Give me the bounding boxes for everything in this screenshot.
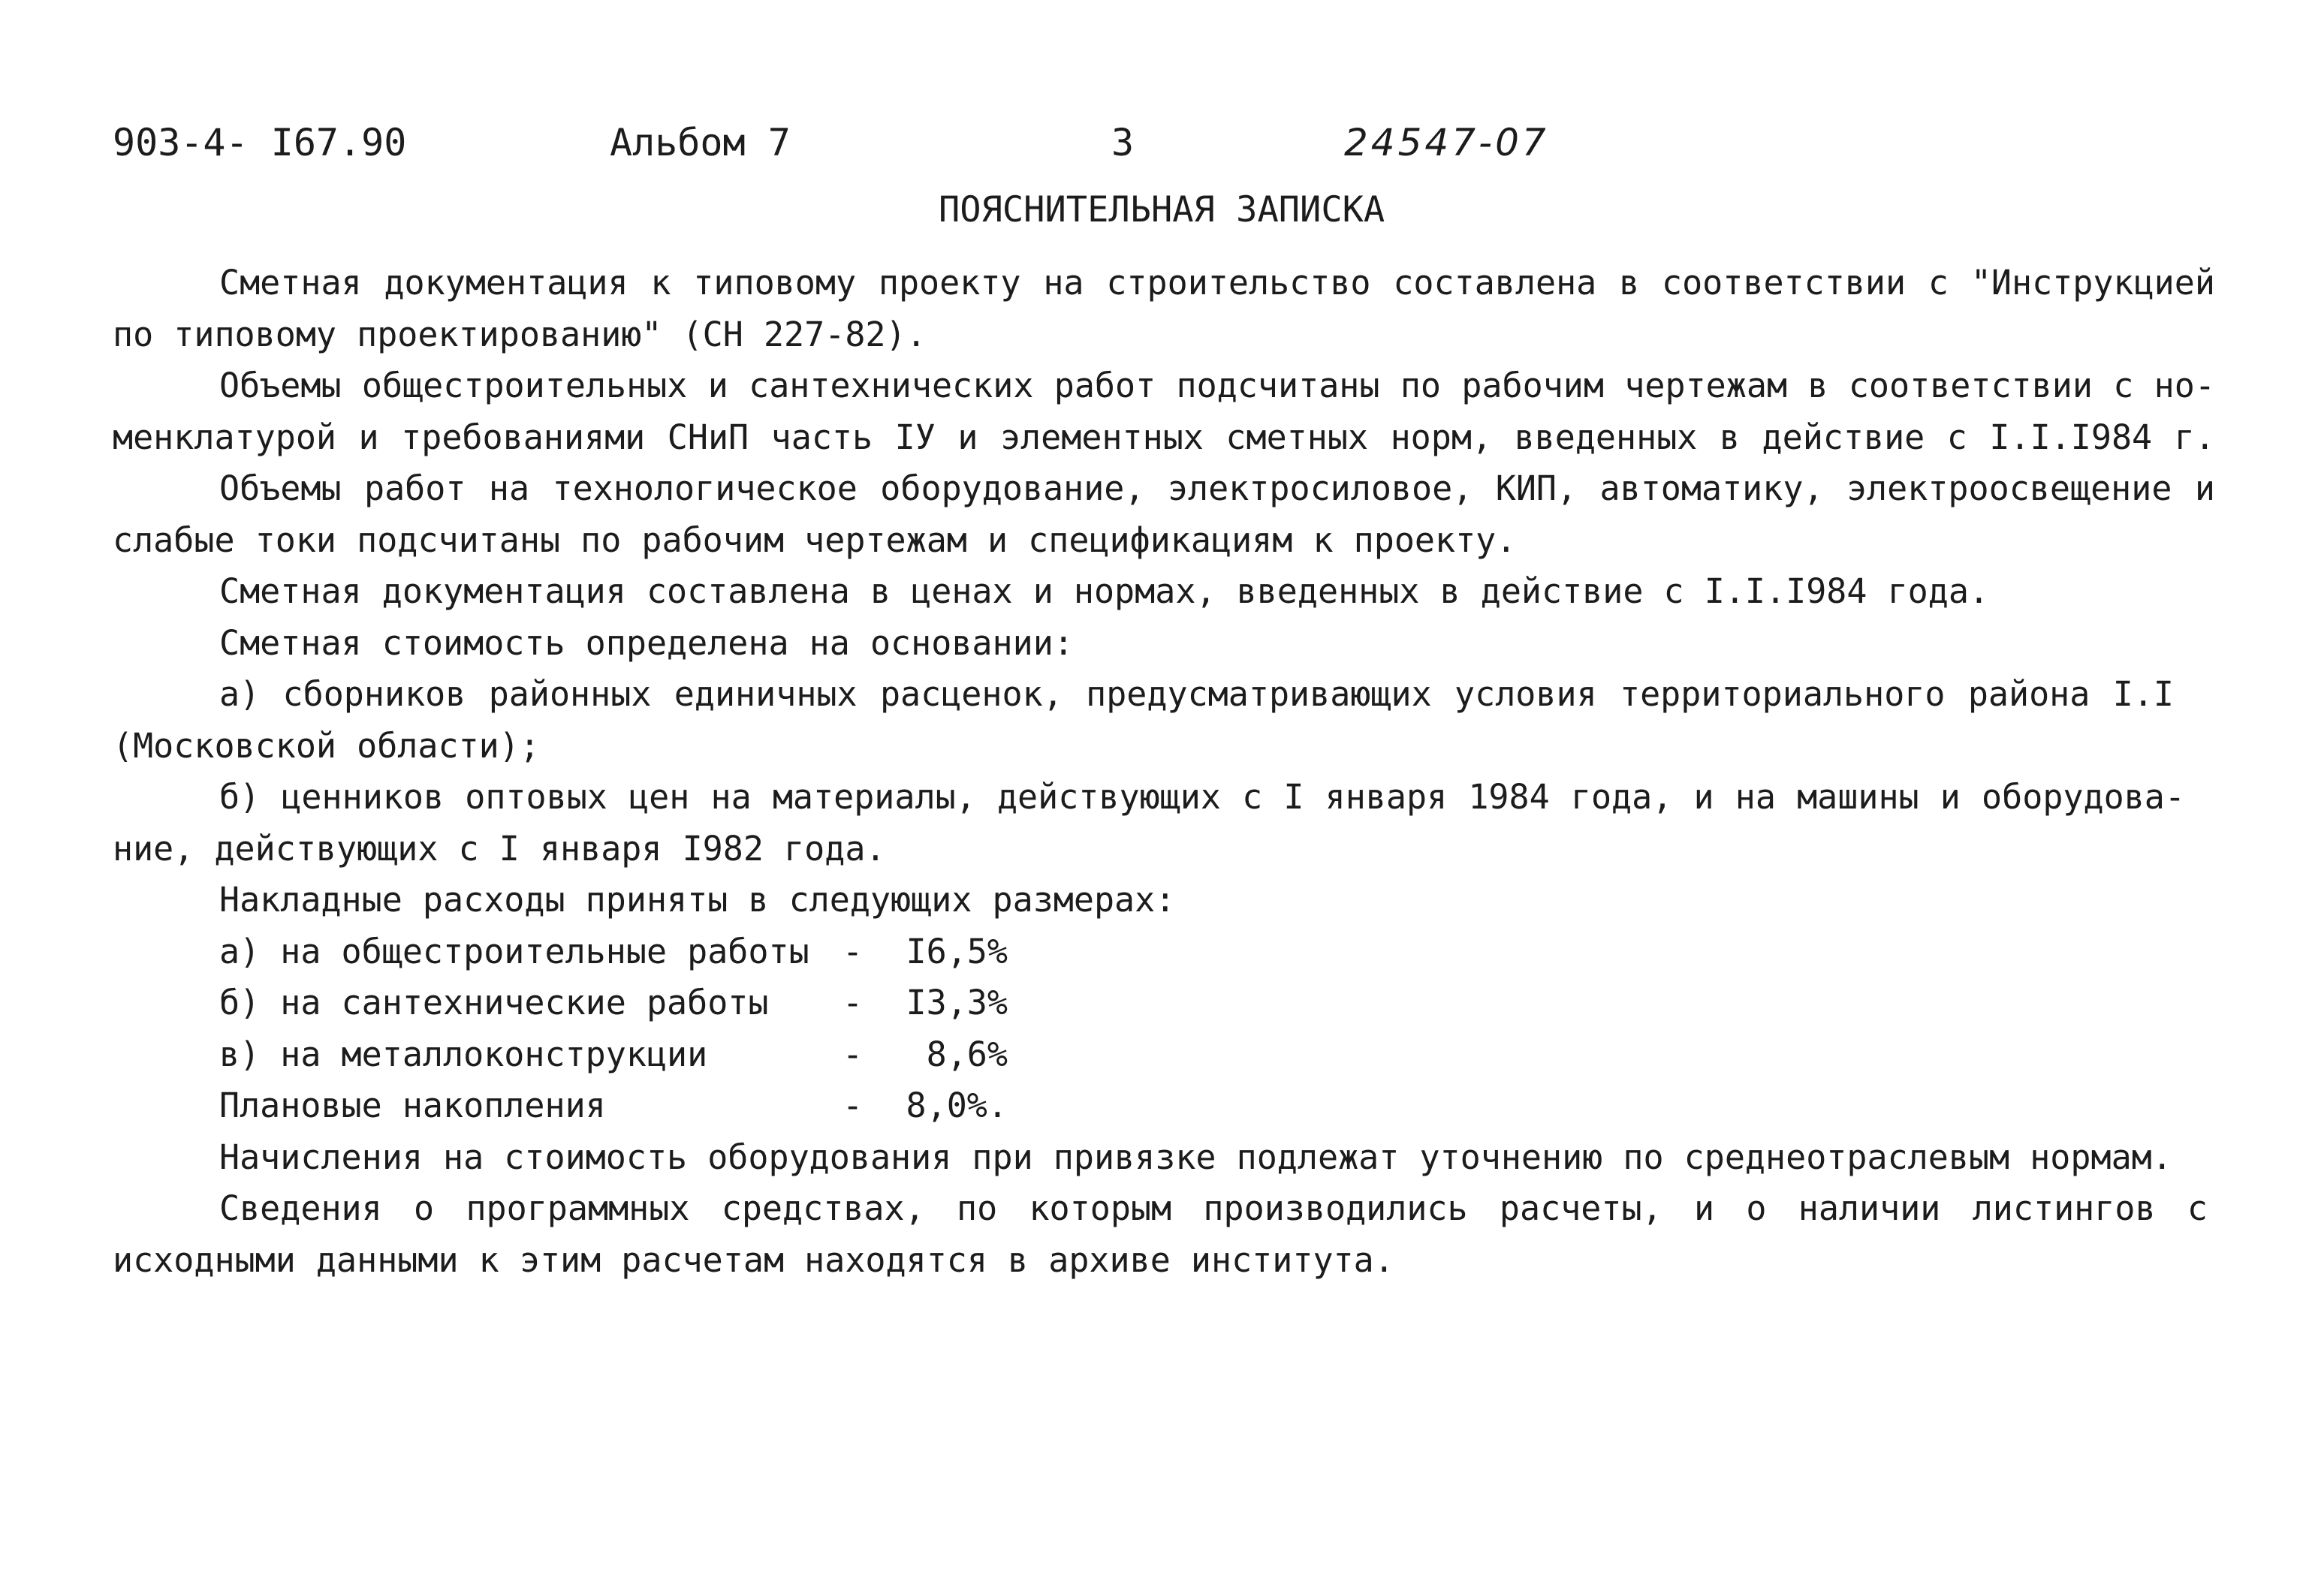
- overhead-dash: -: [843, 1086, 864, 1125]
- word: оборудова-: [1982, 777, 2185, 817]
- justified-line: [219, 772, 2185, 824]
- word: а): [219, 674, 261, 714]
- overhead-label: в) на металлоконструкции: [219, 1034, 708, 1074]
- paragraph-line: [113, 669, 2215, 721]
- word: электросиловое,: [1167, 468, 1473, 508]
- justified-line: [113, 412, 2215, 464]
- word: соответствии: [1848, 366, 2093, 405]
- paragraph-line: Накладные расходы приняты в следующих размерах:: [219, 880, 1176, 920]
- word: технологическое: [552, 468, 858, 508]
- word: по: [1400, 366, 1441, 405]
- word: на: [710, 777, 752, 817]
- word: менклатурой: [113, 417, 337, 457]
- overhead-value: I3,3%: [906, 983, 1008, 1022]
- word: часть: [770, 417, 873, 457]
- word: расчеты,: [1499, 1188, 1662, 1228]
- word: I: [1283, 777, 1304, 817]
- paragraph-line: [113, 412, 2215, 464]
- word: работ: [1054, 366, 1156, 405]
- word: Сметная: [219, 263, 362, 303]
- document-code: 903-4- I67.90: [113, 121, 407, 164]
- word: средствах,: [721, 1188, 925, 1228]
- word: расценок,: [879, 674, 1063, 714]
- word: наличии: [1798, 1188, 1941, 1228]
- word: норм,: [1390, 417, 1493, 457]
- word: и: [2194, 468, 2215, 508]
- justified-line: [219, 669, 2174, 721]
- album-label: Альбом 7: [610, 121, 791, 164]
- overhead-row: [113, 1080, 2215, 1132]
- overhead-value: 8,0%.: [906, 1086, 1008, 1125]
- word: оптовых: [465, 777, 607, 817]
- word: на: [488, 468, 530, 508]
- word: января: [1325, 777, 1448, 817]
- paragraph-line: [113, 257, 2215, 309]
- paragraph-line: Сметная стоимость определена на основании:: [219, 622, 1074, 663]
- word: ценников: [281, 777, 445, 817]
- word: с: [2187, 1188, 2208, 1228]
- word: листингов: [1972, 1188, 2156, 1228]
- overhead-label: Плановые накопления: [219, 1086, 606, 1125]
- word: в: [1619, 263, 1640, 303]
- word: о: [414, 1188, 435, 1228]
- word: I.I: [2112, 674, 2174, 714]
- paragraph-line: [113, 463, 2215, 515]
- word: района: [1967, 674, 2090, 714]
- word: по: [956, 1188, 998, 1228]
- word: IУ: [894, 417, 936, 457]
- word: и: [358, 417, 379, 457]
- word: чертежам: [1624, 366, 1788, 405]
- word: б): [219, 777, 261, 817]
- word: строительство: [1106, 263, 1371, 303]
- word: сантехнических: [749, 366, 1034, 405]
- word: "Инструкцией: [1970, 263, 2215, 303]
- justified-line: [219, 463, 2215, 515]
- word: требованиями: [401, 417, 646, 457]
- word: составлена: [1393, 263, 1597, 303]
- overhead-value: 8,6%: [926, 1034, 1008, 1074]
- word: документация: [384, 263, 628, 303]
- word: на: [1735, 777, 1776, 817]
- word: с: [2113, 366, 2134, 405]
- word: с: [1928, 263, 1949, 303]
- word: I.I.I984: [1989, 417, 2153, 457]
- justified-line: [219, 257, 2215, 309]
- word: единичных: [674, 674, 858, 714]
- overhead-label: б) на сантехнические работы: [219, 983, 769, 1022]
- paragraph-line: [113, 772, 2215, 824]
- word: условия: [1454, 674, 1597, 714]
- word: Объемы: [219, 468, 342, 508]
- document-body: [113, 257, 2215, 1286]
- word: машины: [1797, 777, 1919, 817]
- word: и: [1693, 777, 1714, 817]
- paragraph-line: ние, действующих с I января I982 года.: [113, 828, 886, 869]
- word: оборудование,: [880, 468, 1145, 508]
- overhead-dash: -: [843, 1034, 864, 1074]
- word: действие: [1762, 417, 1925, 457]
- overhead-row: [113, 926, 2215, 978]
- word: элементных: [999, 417, 1204, 457]
- paragraph-line: (Московской области);: [113, 725, 540, 766]
- justified-line: [219, 1183, 2208, 1235]
- word: на: [1043, 263, 1084, 303]
- paragraph-line: Начисления на стоимость оборудования при привязке подлежат уточнению по среднеотраслевым нормам.: [219, 1137, 2172, 1177]
- word: которым: [1029, 1188, 1172, 1228]
- overhead-value: I6,5%: [906, 931, 1008, 971]
- word: Объемы: [219, 366, 342, 405]
- word: предусматривающих: [1086, 674, 1432, 714]
- word: и: [1940, 777, 1961, 817]
- word: электроосвещение: [1846, 468, 2172, 508]
- word: и: [707, 366, 728, 405]
- word: производились: [1203, 1188, 1468, 1228]
- paragraph-line: слабые токи подсчитаны по рабочим чертежам и спецификациям к проекту.: [113, 519, 1517, 560]
- word: типовому: [693, 263, 857, 303]
- word: в: [1719, 417, 1741, 457]
- paragraph-line: по типовому проектированию" (СН 227-82).: [113, 314, 927, 354]
- word: введенных: [1514, 417, 1698, 457]
- word: сборников: [282, 674, 466, 714]
- word: и: [957, 417, 978, 457]
- word: цен: [628, 777, 690, 817]
- word: действующих: [996, 777, 1221, 817]
- paragraph-line: Сметная документация составлена в ценах и нормах, введенных в действие с I.I.I984 года.: [219, 571, 1990, 611]
- word: с: [1242, 777, 1263, 817]
- word: года,: [1570, 777, 1673, 817]
- word: 1984: [1468, 777, 1550, 817]
- word: проекту: [878, 263, 1021, 303]
- word: материалы,: [772, 777, 976, 817]
- paragraph-line: [113, 360, 2215, 412]
- overhead-label: а) на общестроительные работы: [219, 931, 809, 971]
- overhead-dash: -: [843, 931, 864, 971]
- word: г.: [2174, 417, 2215, 457]
- page-number: 3: [1111, 121, 1135, 164]
- word: сметных: [1225, 417, 1369, 457]
- word: программных: [466, 1188, 690, 1228]
- word: рабочим: [1461, 366, 1604, 405]
- word: автоматику,: [1599, 468, 1824, 508]
- word: районных: [488, 674, 652, 714]
- word: но-: [2154, 366, 2215, 405]
- justified-line: [219, 360, 2215, 412]
- word: соответствии: [1662, 263, 1907, 303]
- word: о: [1746, 1188, 1767, 1228]
- word: общестроительных: [361, 366, 688, 405]
- word: в: [1807, 366, 1828, 405]
- word: подсчитаны: [1176, 366, 1380, 405]
- document-number: 24547-07: [1344, 121, 1549, 164]
- paragraph-line: исходными данными к этим расчетам находятся в архиве института.: [113, 1239, 1394, 1280]
- document-title: ПОЯСНИТЕЛЬНАЯ ЗАПИСКА: [939, 189, 1385, 230]
- overhead-dash: -: [843, 983, 864, 1022]
- word: работ: [363, 468, 466, 508]
- overhead-row: [113, 1029, 2215, 1081]
- word: территориального: [1620, 674, 1946, 714]
- word: и: [1693, 1188, 1715, 1228]
- word: к: [650, 263, 671, 303]
- word: СНиП: [667, 417, 749, 457]
- word: Сведения: [219, 1188, 382, 1228]
- paragraph-line: [113, 1183, 2215, 1235]
- overhead-row: [113, 977, 2215, 1029]
- word: с: [1946, 417, 1967, 457]
- word: КИП,: [1495, 468, 1578, 508]
